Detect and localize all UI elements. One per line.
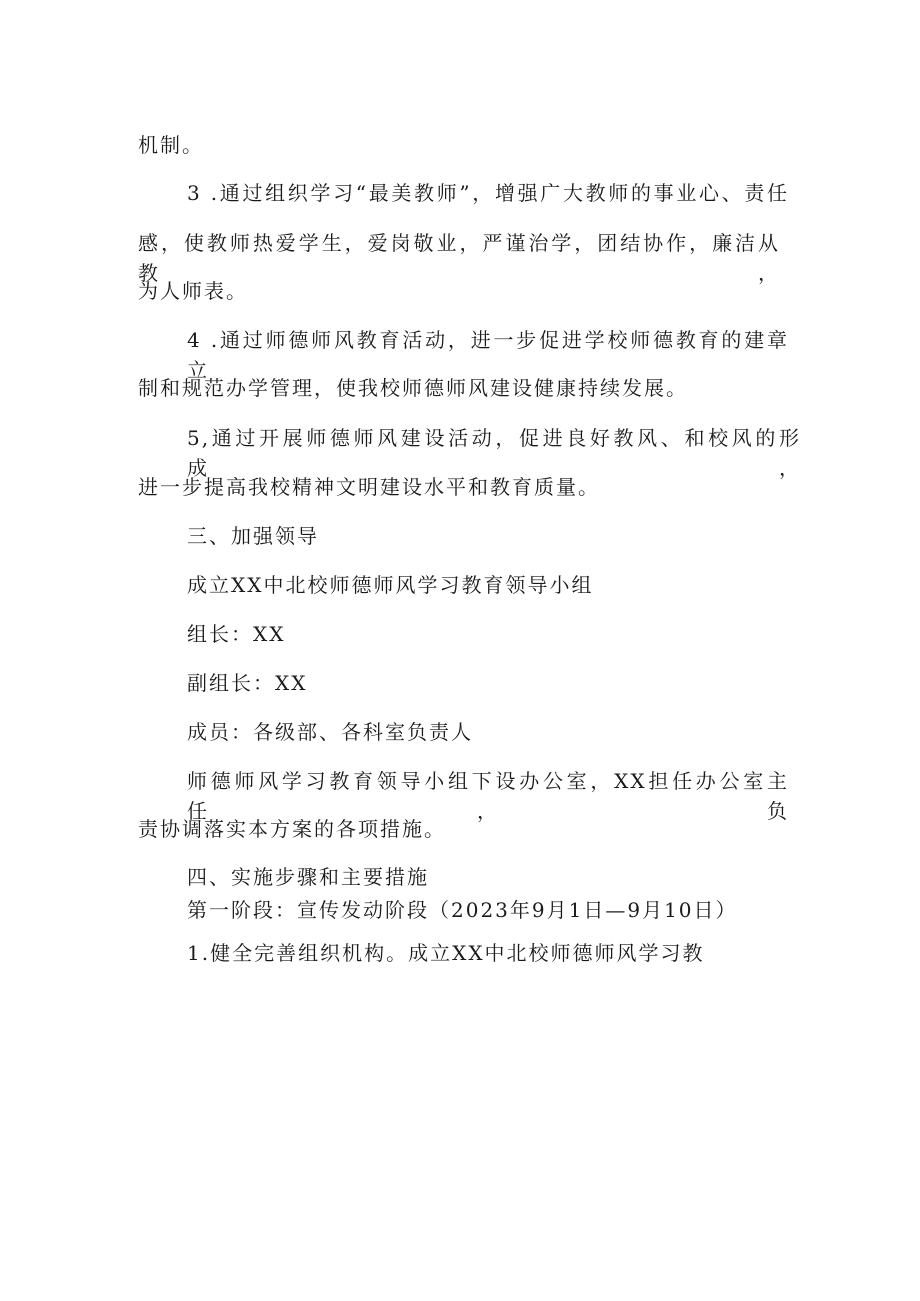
paragraph-line: 感，使教师热爱学生，爱岗敬业，严谨治学，团结协作，廉洁从教， [138, 231, 780, 285]
paragraph-line: 4 .通过师德师风教育活动，进一步促进学校师德教育的建章立 [187, 328, 789, 382]
section-heading: 四、实施步骤和主要措施 [187, 865, 429, 889]
paragraph-line: 3 .通过组织学习“最美教师”，增强广大教师的事业心、责任 [187, 181, 789, 205]
paragraph-line: 组长：XX [187, 622, 286, 646]
paragraph-line: 进一步提高我校精神文明建设水平和教育质量。 [138, 475, 600, 499]
paragraph-line: 成立XX中北校师德师风学习教育领导小组 [187, 573, 594, 597]
paragraph-line: 第一阶段：宣传发动阶段（2023年9月1日—9月10日） [187, 898, 738, 922]
paragraph-line: 责协调落实本方案的各项措施。 [138, 817, 446, 841]
paragraph-line: 副组长：XX [187, 671, 308, 695]
section-heading: 三、加强领导 [187, 524, 319, 548]
paragraph-line: 为人师表。 [138, 279, 248, 303]
paragraph-line: 制和规范办学管理，使我校师德师风建设健康持续发展。 [138, 376, 688, 400]
paragraph-line: 机制。 [138, 133, 204, 157]
paragraph-line: 成员：各级部、各科室负责人 [187, 720, 473, 744]
paragraph-line: 5,通过开展师德师风建设活动，促进良好教风、和校风的形成， [187, 426, 801, 480]
paragraph-line: 师德师风学习教育领导小组下设办公室，XX担任办公室主任，负 [187, 769, 789, 823]
paragraph-line: 1.健全完善组织机构。成立XX中北校师德师风学习教 [187, 941, 705, 965]
